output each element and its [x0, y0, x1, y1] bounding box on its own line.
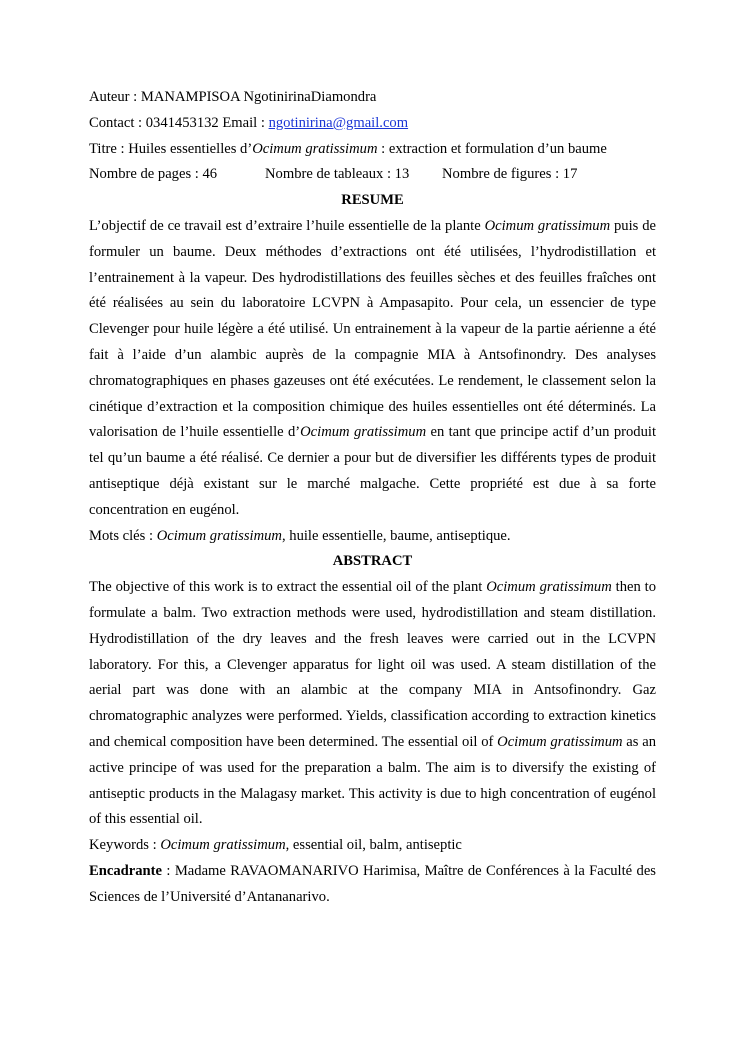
author-value: MANAMPISOA NgotinirinaDiamondra: [140, 89, 377, 105]
abstract-heading: ABSTRACT: [332, 553, 413, 570]
abstract-species-2: Ocimum gratissimum: [497, 733, 623, 750]
resume-text-2: puis de formuler un baume. Deux méthodes d’extractions ont été utilisées, l’hydrodistillation et l’entrainement à la vapeur. Des hydrodistillations des feuilles sèches et des feuilles fraîches ont été réalisées au sein du laboratoire LCVPN à Ampasapito. Pour cela, un essencier de type Clevenger pour huile légère a été utilisé. Un entrainement à la vapeur de la partie aérienne a été fait à l’aide d’un alambic auprès de la compagnie MIA à Antsofinondry. Des analyses chromatographiques en phases gazeuses ont été exécutées. Le rendement, le classement selon la cinétique d’extraction et la composition chimique des huiles essentielles ont été déterminés. La valorisation de l’huile essentielle d’: [89, 217, 656, 441]
title-species: Ocimum gratissimum: [252, 140, 378, 157]
email-link[interactable]: ngotinirina@gmail.com: [268, 114, 409, 131]
abstract-keywords: [89, 833, 656, 859]
supervisor-label: Encadrante: [89, 862, 162, 879]
title-suffix: : extraction et formulation d’un baume: [377, 140, 607, 157]
author-line: [89, 85, 656, 111]
resume-keywords-rest: , huile essentielle, baume, antiseptique.: [281, 527, 511, 544]
resume-keywords-label: Mots clés :: [89, 527, 157, 544]
resume-keywords-species: Ocimum gratissimum: [156, 527, 282, 544]
resume-text-1: L’objectif de ce travail est d’extraire l’huile essentielle de la plante: [89, 217, 485, 234]
abstract-species-1: Ocimum gratissimum: [486, 579, 612, 596]
abstract-keywords-species: Ocimum gratissimum: [160, 837, 286, 854]
resume-species-2: Ocimum gratissimum: [300, 424, 427, 441]
resume-text-3: en tant que principe actif d’un produit tel qu’un baume a été réalisé. Ce dernier a pour but de diversifier les différents types de produit antiseptique déjà existant sur le marché malgache. Cette propriété est due à sa forte concentration en eugénol.: [89, 424, 656, 518]
author-label: Auteur :: [89, 89, 141, 105]
contact-label: Contact : 0341453132 Email :: [89, 114, 269, 131]
abstract-text-3: as an active principe of was used for the preparation a balm. The aim is to diversify the existing of antiseptic products in the Malagasy market. This activity is due to high concentration of eugénol of this essential oil.: [89, 733, 657, 828]
table-count: Nombre de tableaux : 13: [265, 166, 410, 183]
abstract-paragraph: [89, 575, 656, 833]
document-page: [89, 85, 656, 911]
abstract-text-1: The objective of this work is to extract the essential oil of the plant: [89, 579, 487, 596]
resume-heading: RESUME: [341, 192, 404, 209]
abstract-keywords-label: Keywords :: [89, 837, 161, 854]
contact-line: [89, 111, 656, 137]
counts-line: [89, 162, 656, 188]
abstract-text-2: then to formulate a balm. Two extraction methods were used, hydrodistillation and steam distillation. Hydrodistillation of the dry leaves and the fresh leaves were carried out in the LCVPN laboratory. For this, a Clevenger apparatus for light oil was used. A steam distillation of the aerial part was done with an alambic at the company MIA in Antsofinondry. Gaz chromatographic analyzes were performed. Yields, classification according to extraction kinetics and chemical composition have been determined. The essential oil of: [89, 579, 656, 750]
resume-keywords: [89, 524, 656, 550]
title-line: [89, 137, 656, 163]
page-count: Nombre de pages : 46: [89, 166, 218, 183]
resume-species-1: Ocimum gratissimum: [484, 217, 611, 234]
supervisor-paragraph: [89, 859, 656, 911]
resume-paragraph: [89, 214, 656, 524]
abstract-keywords-rest: , essential oil, balm, antiseptic: [285, 837, 462, 854]
title-prefix: Titre : Huiles essentielles d’: [89, 140, 253, 157]
figure-count: Nombre de figures : 17: [442, 166, 578, 183]
supervisor-text: : Madame RAVAOMANARIVO Harimisa, Maître de Conférences à la Faculté des Sciences de l’Université d’Antananarivo.: [89, 862, 656, 905]
